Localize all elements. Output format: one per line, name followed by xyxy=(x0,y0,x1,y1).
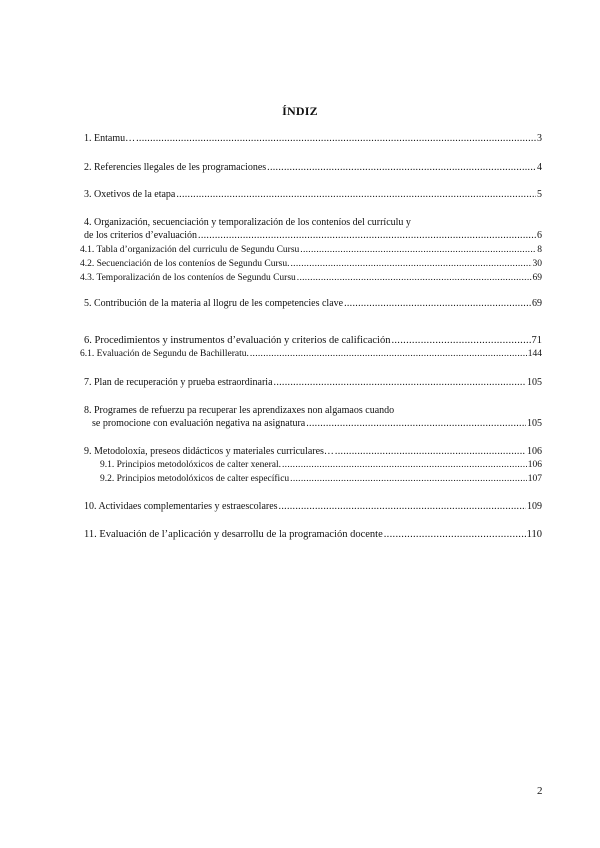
toc-entry-label: se promocione con evaluación negativa na asignatura xyxy=(92,418,306,429)
toc-entry-8[interactable] xyxy=(92,417,542,430)
toc-entry-label: de los criterios d’evaluación xyxy=(84,230,198,241)
toc-leader-dots xyxy=(300,244,536,257)
toc-leader-dots xyxy=(335,445,526,458)
toc-entry-9-2[interactable] xyxy=(100,473,542,486)
toc-entry-page: 109 xyxy=(527,501,542,512)
toc-entry-8-line1: 8. Programes de refuerzu pa recuperar les aprendizaxes non algamaos cuando xyxy=(84,405,395,416)
toc-entry-10[interactable] xyxy=(84,500,542,513)
toc-entry-label: 5. Contribución de la materia al llogru de les competencies clave xyxy=(84,298,344,309)
toc-entry-page: 3 xyxy=(537,133,542,144)
toc-entry-4[interactable] xyxy=(84,229,542,242)
toc-entry-page: 110 xyxy=(526,529,542,540)
toc-entry-5[interactable] xyxy=(84,297,542,310)
toc-entry-4-2[interactable] xyxy=(80,258,542,271)
toc-entry-page: 144 xyxy=(527,349,542,359)
toc-entry-7[interactable] xyxy=(84,376,542,389)
toc-leader-dots xyxy=(297,272,532,285)
toc-leader-dots xyxy=(136,132,536,145)
toc-entry-label: 1. Entamu… xyxy=(84,133,136,144)
toc-entry-6-1[interactable] xyxy=(80,348,542,361)
toc-entry-1[interactable] xyxy=(84,132,542,145)
toc-leader-dots xyxy=(344,297,531,310)
toc-leader-dots xyxy=(291,258,532,271)
toc-entry-page: 30 xyxy=(532,259,542,269)
toc-entry-6[interactable] xyxy=(84,334,542,347)
toc-entry-page: 106 xyxy=(527,460,542,470)
toc-entry-page: 4 xyxy=(537,162,542,173)
toc-entry-label: 2. Referencies llegales de les programaciones xyxy=(84,162,267,173)
toc-entry-label: 4.1. Tabla d’organización del curriculu de Segundu Cursu xyxy=(80,245,300,255)
toc-entry-label: 9.1. Principios metodolóxicos de calter xeneral. xyxy=(100,460,281,470)
toc-entry-2[interactable] xyxy=(84,161,542,174)
toc-entry-label: 4.3. Temporalización de los conteníos de Segundu Cursu xyxy=(80,273,296,283)
toc-entry-page: 106 xyxy=(527,446,542,457)
toc-entry-label: 9. Metodoloxía, preseos didácticos y materiales curriculares… xyxy=(84,446,334,457)
toc-entry-9[interactable] xyxy=(84,445,542,458)
toc-entry-page: 6 xyxy=(537,230,542,241)
toc-leader-dots xyxy=(176,188,536,201)
toc-entry-4-3[interactable] xyxy=(80,272,542,285)
toc-entry-page: 69 xyxy=(532,298,542,309)
toc-leader-dots xyxy=(274,376,526,389)
toc-leader-dots xyxy=(290,473,527,486)
toc-leader-dots xyxy=(250,348,527,361)
toc-entry-label: 10. Actividaes complementaries y estraescolares xyxy=(84,501,278,512)
toc-entry-label: 9.2. Principios metodolóxicos de calter específicu xyxy=(100,474,290,484)
toc-entry-label: 11. Evaluación de l’aplicación y desarrollu de la programación docente xyxy=(84,529,383,540)
toc-leader-dots xyxy=(384,528,526,541)
toc-entry-page: 69 xyxy=(532,273,542,283)
toc-entry-label: 6.1. Evaluación de Segundu de Bachilleratu. xyxy=(80,349,249,359)
toc-leader-dots xyxy=(267,161,536,174)
toc-entry-page: 8 xyxy=(537,245,542,255)
toc-entry-page: 107 xyxy=(527,474,542,484)
toc-entry-label: 4.2. Secuenciación de los conteníos de Segundu Cursu. xyxy=(80,259,290,269)
toc-entry-label: 6. Procedimientos y instrumentos d’evaluación y criterios de calificación xyxy=(84,335,391,346)
toc-entry-label: 3. Oxetivos de la etapa xyxy=(84,189,176,200)
toc-entry-page: 105 xyxy=(527,377,542,388)
toc-entry-page: 71 xyxy=(531,335,542,346)
toc-entry-4-line1: 4. Organización, secuenciación y temporalización de los conteníos del currículu y xyxy=(84,217,411,228)
toc-leader-dots xyxy=(198,229,536,242)
toc-entry-9-1[interactable] xyxy=(100,459,542,472)
toc-entry-page: 105 xyxy=(527,418,542,429)
toc-leader-dots xyxy=(391,334,530,347)
toc-leader-dots xyxy=(306,417,526,430)
toc-leader-dots xyxy=(282,459,527,472)
page-title: ÍNDIZ xyxy=(282,104,318,118)
toc-entry-3[interactable] xyxy=(84,188,542,201)
toc-entry-label: 7. Plan de recuperación y prueba estraordinaria xyxy=(84,377,273,388)
page-number: 2 xyxy=(537,785,543,797)
toc-entry-page: 5 xyxy=(537,189,542,200)
toc-entry-11[interactable] xyxy=(84,528,542,541)
toc-leader-dots xyxy=(279,500,526,513)
toc-entry-4-1[interactable] xyxy=(80,244,542,257)
